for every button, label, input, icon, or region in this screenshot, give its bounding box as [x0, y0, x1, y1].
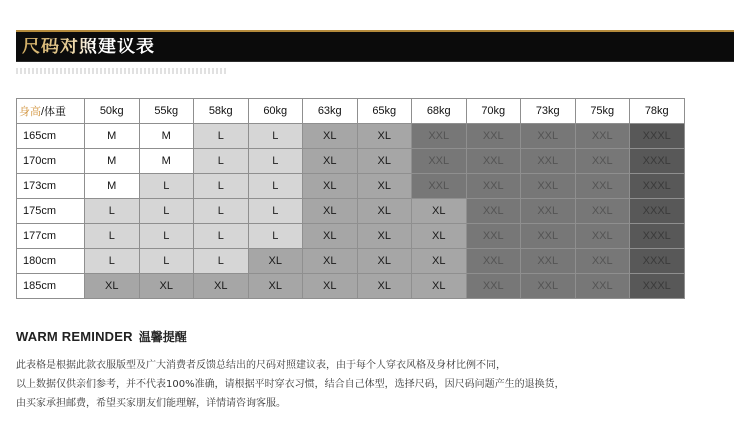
reminder-line: 以上数据仅供亲们参考，并不代表100%准确，请根据平时穿衣习惯，结合自己体型，选择尺码，因尺码问题产生的退换货，	[16, 379, 565, 390]
size-cell: L	[194, 174, 249, 199]
size-cell: XXL	[575, 124, 630, 149]
size-cell: XXL	[466, 199, 521, 224]
size-cell: L	[139, 249, 194, 274]
weight-header: 63kg	[303, 99, 358, 124]
size-cell: XL	[303, 174, 358, 199]
size-cell: XXL	[412, 149, 467, 174]
size-cell: XXL	[575, 199, 630, 224]
height-row-header: 170cm	[17, 149, 85, 174]
size-cell: XL	[412, 199, 467, 224]
table-row	[17, 174, 685, 199]
header-band	[16, 30, 734, 62]
size-cell: XXXL	[630, 174, 685, 199]
size-cell: L	[85, 199, 140, 224]
table-row	[17, 249, 685, 274]
size-cell: L	[248, 174, 303, 199]
size-cell: XXL	[521, 249, 576, 274]
weight-header: 60kg	[248, 99, 303, 124]
corner-label-height: 身高	[19, 106, 41, 118]
size-cell: XXXL	[630, 149, 685, 174]
header-decoration	[16, 68, 226, 74]
size-cell: XXL	[575, 224, 630, 249]
size-cell: XL	[357, 199, 412, 224]
size-cell: L	[194, 224, 249, 249]
weight-header: 65kg	[357, 99, 412, 124]
size-cell: XL	[85, 274, 140, 299]
size-cell: XL	[412, 249, 467, 274]
height-row-header: 165cm	[17, 124, 85, 149]
size-cell: L	[85, 224, 140, 249]
size-cell: XXL	[521, 174, 576, 199]
size-cell: XL	[303, 249, 358, 274]
size-cell: XL	[357, 274, 412, 299]
size-cell: L	[248, 124, 303, 149]
size-cell: XL	[248, 274, 303, 299]
size-cell: XXL	[521, 274, 576, 299]
height-row-header: 180cm	[17, 249, 85, 274]
weight-header: 50kg	[85, 99, 140, 124]
weight-header: 55kg	[139, 99, 194, 124]
size-cell: L	[139, 224, 194, 249]
reminder-title-en: WARM REMINDER	[16, 329, 133, 344]
size-cell: L	[139, 199, 194, 224]
size-cell: XXL	[466, 149, 521, 174]
size-cell: XL	[303, 224, 358, 249]
size-cell: L	[248, 149, 303, 174]
table-header-row	[17, 99, 685, 124]
size-cell: M	[139, 124, 194, 149]
size-cell: L	[194, 149, 249, 174]
size-cell: XL	[303, 274, 358, 299]
reminder-title-cn: 温馨提醒	[138, 330, 187, 344]
table-row	[17, 124, 685, 149]
size-cell: XXXL	[630, 199, 685, 224]
weight-header: 75kg	[575, 99, 630, 124]
reminder-line: 由买家承担邮费，希望买家朋友们能理解，详情请咨询客服。	[16, 398, 286, 409]
size-cell: XXL	[466, 224, 521, 249]
table-row	[17, 224, 685, 249]
size-cell: XXL	[521, 124, 576, 149]
size-cell: L	[194, 124, 249, 149]
size-cell: XXL	[575, 174, 630, 199]
size-cell: XXL	[575, 274, 630, 299]
size-cell: XL	[357, 124, 412, 149]
size-cell: XXL	[466, 124, 521, 149]
size-cell: M	[139, 149, 194, 174]
size-cell: XL	[303, 149, 358, 174]
weight-header: 78kg	[630, 99, 685, 124]
reminder-heading	[16, 328, 187, 345]
size-cell: XL	[412, 224, 467, 249]
size-cell: XXL	[575, 149, 630, 174]
size-cell: XXL	[412, 124, 467, 149]
size-cell: XL	[357, 174, 412, 199]
table-row	[17, 149, 685, 174]
size-chart-table	[16, 98, 685, 299]
size-cell: XXL	[412, 174, 467, 199]
height-row-header: 173cm	[17, 174, 85, 199]
corner-header	[17, 99, 85, 124]
size-cell: XL	[194, 274, 249, 299]
table-row	[17, 274, 685, 299]
size-cell: XL	[357, 249, 412, 274]
size-cell: L	[248, 199, 303, 224]
size-cell: L	[194, 249, 249, 274]
size-cell: XL	[303, 199, 358, 224]
reminder-line: 此表格是根据此款衣服版型及广大消费者反馈总结出的尺码对照建议表，由于每个人穿衣风格及身材比例不同，	[16, 360, 506, 371]
weight-header: 68kg	[412, 99, 467, 124]
size-cell: L	[194, 199, 249, 224]
size-cell: XXL	[466, 274, 521, 299]
size-cell: XXL	[466, 249, 521, 274]
weight-header: 73kg	[521, 99, 576, 124]
size-cell: XL	[248, 249, 303, 274]
table-body	[17, 124, 685, 299]
height-row-header: 175cm	[17, 199, 85, 224]
size-cell: XXL	[521, 149, 576, 174]
corner-label-weight: /体重	[41, 106, 67, 118]
size-cell: XXL	[521, 199, 576, 224]
size-cell: M	[85, 124, 140, 149]
page-title: 尺码对照建议表	[22, 35, 155, 57]
size-cell: L	[248, 224, 303, 249]
size-cell: XXXL	[630, 224, 685, 249]
size-cell: M	[85, 174, 140, 199]
size-cell: XXL	[466, 174, 521, 199]
size-cell: XL	[357, 149, 412, 174]
size-cell: XXL	[521, 224, 576, 249]
weight-header: 70kg	[466, 99, 521, 124]
size-cell: XL	[412, 274, 467, 299]
size-cell: M	[85, 149, 140, 174]
reminder-text	[16, 356, 734, 413]
size-cell: XXXL	[630, 249, 685, 274]
size-cell: L	[139, 174, 194, 199]
height-row-header: 185cm	[17, 274, 85, 299]
size-cell: L	[85, 249, 140, 274]
table-row	[17, 199, 685, 224]
size-cell: XXXL	[630, 124, 685, 149]
size-cell: XXXL	[630, 274, 685, 299]
size-cell: XL	[139, 274, 194, 299]
weight-header: 58kg	[194, 99, 249, 124]
size-cell: XL	[303, 124, 358, 149]
size-cell: XXL	[575, 249, 630, 274]
size-cell: XL	[357, 224, 412, 249]
height-row-header: 177cm	[17, 224, 85, 249]
